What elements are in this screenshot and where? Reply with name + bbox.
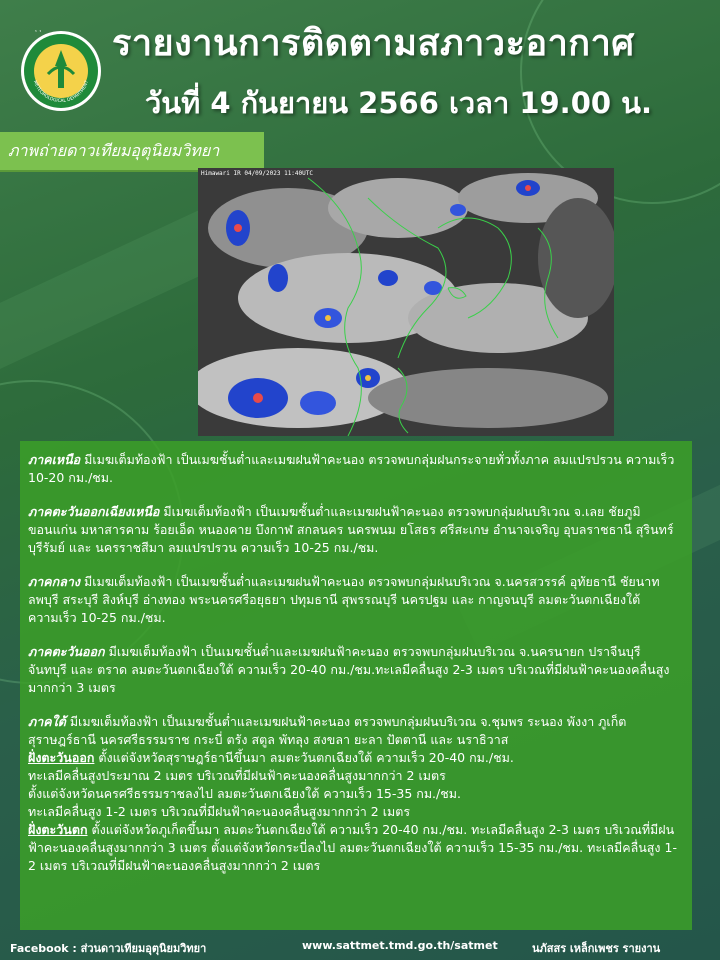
report-title: รายงานการติดตามสภาวะอากาศ <box>112 23 635 64</box>
east-coast-line <box>28 749 682 767</box>
west-coast-text: ตั้งแต่จังหวัดภูเก็ตขึ้นมา ลมตะวันตกเฉียงใต้ ความเร็ว 20-40 กม./ชม. ทะเลมีคลื่นสูง 2-3 เมตร บริเวณที่มีฝนฟ้าคะนองคลื่นสูงมากกว่า 3 เมตร ตั้งแต่จังหวัดกระบี่ลงไป ลมตะวันตกเฉียงใต้ ความเร็ว 15-35 กม./ชม. ทะเลมีคลื่นสูง 1-2 เมตร บริเวณที่มีฝนฟ้าคะนองคลื่นสูงมากกว่า 2 เมตร <box>28 822 677 873</box>
facebook-label: Facebook <box>10 942 69 955</box>
region-text: มีเมฆเต็มท้องฟ้า เป็นเมฆชั้นต่ำและเมฆฝนฟ้าคะนอง ตรวจพบกลุ่มฝนบริเวณ จ.เลย ชัยภูมิ ขอนแก่น มหาสารคาม ร้อยเอ็ด หนองคาย บึงกาฬ สกลนคร นครพนม ยโสธร ศรีสะเกษ อำนาจเจริญ อุบลราชธานี สุรินทร์ บุรีรัมย์ และ นครราชสีมา ลมแปรปรวน ความเร็ว 10-25 กม./ชม. <box>28 504 674 555</box>
east-coast-text: ทะเลมีคลื่นสูง 1-2 เมตร บริเวณที่มีฝนฟ้าคะนองคลื่นสูงมากกว่า 2 เมตร <box>28 804 411 819</box>
region-name: ภาคกลาง <box>28 574 80 589</box>
region-name: ภาคตะวันออกเฉียงเหนือ <box>28 504 160 519</box>
facebook-page: : ส่วนดาวเทียมอุตุนิยมวิทยา <box>68 942 207 955</box>
south-region-paragraph <box>28 713 682 875</box>
region-name: ภาคเหนือ <box>28 452 81 467</box>
region-paragraph <box>28 573 682 627</box>
footer-reporter: นภัสสร เหล็กเพชร รายงาน <box>532 942 661 955</box>
logo-bottom-text: METEOROLOGICAL DEPARTMENT <box>31 80 91 105</box>
region-text: มีเมฆเต็มท้องฟ้า เป็นเมฆชั้นต่ำและเมฆฝนฟ้าคะนอง ตรวจพบกลุ่มฝนบริเวณ จ.ชุมพร ระนอง พังงา ภูเก็ต สุราษฎร์ธานี นครศรีธรรมราช กระบี่ ตรัง สตูล พัทลุง สงขลา ยะลา ปัตตานี และ นราธิวาส <box>28 714 627 747</box>
region-text: มีเมฆเต็มท้องฟ้า เป็นเมฆชั้นต่ำและเมฆฝนฟ้าคะนอง ตรวจพบกลุ่มฝนบริเวณ จ.นครนายก ปราจีนบุรี จันทบุรี และ ตราด ลมตะวันตกเฉียงใต้ ความเร็ว 20-40 กม./ชม.ทะเลมีคลื่นสูง 2-3 เมตร บริเวณที่มีฝนฟ้าคะนองคลื่นสูงมากกว่า 3 เมตร <box>28 644 670 695</box>
east-coast-text: ตั้งแต่จังหวัดสุราษฎร์ธานีขึ้นมา ลมตะวันตกเฉียงใต้ ความเร็ว 20-40 กม./ชม. <box>94 750 514 765</box>
footer-website[interactable]: www.sattmet.tmd.go.th/satmet <box>302 939 498 952</box>
region-text: มีเมฆเต็มท้องฟ้า เป็นเมฆชั้นต่ำและเมฆฝนฟ้าคะนอง ตรวจพบกลุ่มฝนกระจายทั่วทั้งภาค ลมแปรปรวน ความเร็ว 10-20 กม./ชม. <box>28 452 675 485</box>
region-name: ภาคตะวันออก <box>28 644 105 659</box>
footer-facebook <box>10 939 206 957</box>
region-text: มีเมฆเต็มท้องฟ้า เป็นเมฆชั้นต่ำและเมฆฝนฟ้าคะนอง ตรวจพบกลุ่มฝนบริเวณ จ.นครสวรรค์ อุทัยธานี ชัยนาท ลพบุรี สระบุรี สิงห์บุรี อ่างทอง พระนครศรีอยุธยา ปทุมธานี สุพรรณบุรี นครปฐม และ กาญจนบุรี ลมตะวันตกเฉียงใต้ ความเร็ว 10-25 กม./ชม. <box>28 574 660 625</box>
forecast-panel <box>20 441 692 930</box>
region-paragraph <box>28 643 682 697</box>
east-coast-text: ตั้งแต่จังหวัดนครศรีธรรมราชลงไป ลมตะวันตกเฉียงใต้ ความเร็ว 15-35 กม./ชม. <box>28 786 461 801</box>
east-coast-text: ทะเลมีคลื่นสูงประมาณ 2 เมตร บริเวณที่มีฝนฟ้าคะนองคลื่นสูงมากกว่า 2 เมตร <box>28 768 446 783</box>
logo-top-text <box>20 30 72 32</box>
report-date: วันที่ 4 กันยายน 2566 เวลา 19.00 น. <box>145 86 652 120</box>
satellite-section-label: ภาพถ่ายดาวเทียมอุตุนิยมวิทยา <box>0 132 264 172</box>
region-name: ภาคใต้ <box>28 714 66 729</box>
satellite-image <box>198 168 614 436</box>
region-paragraph <box>28 503 682 557</box>
footer <box>0 935 720 960</box>
tmd-logo <box>20 30 102 112</box>
east-coast-label: ฝั่งตะวันออก <box>28 750 95 765</box>
west-coast-label: ฝั่งตะวันตก <box>28 822 88 837</box>
region-paragraph <box>28 451 682 487</box>
west-coast-line <box>28 821 682 875</box>
satellite-caption: Himawari IR 04/09/2023 11:40UTC <box>201 170 313 177</box>
